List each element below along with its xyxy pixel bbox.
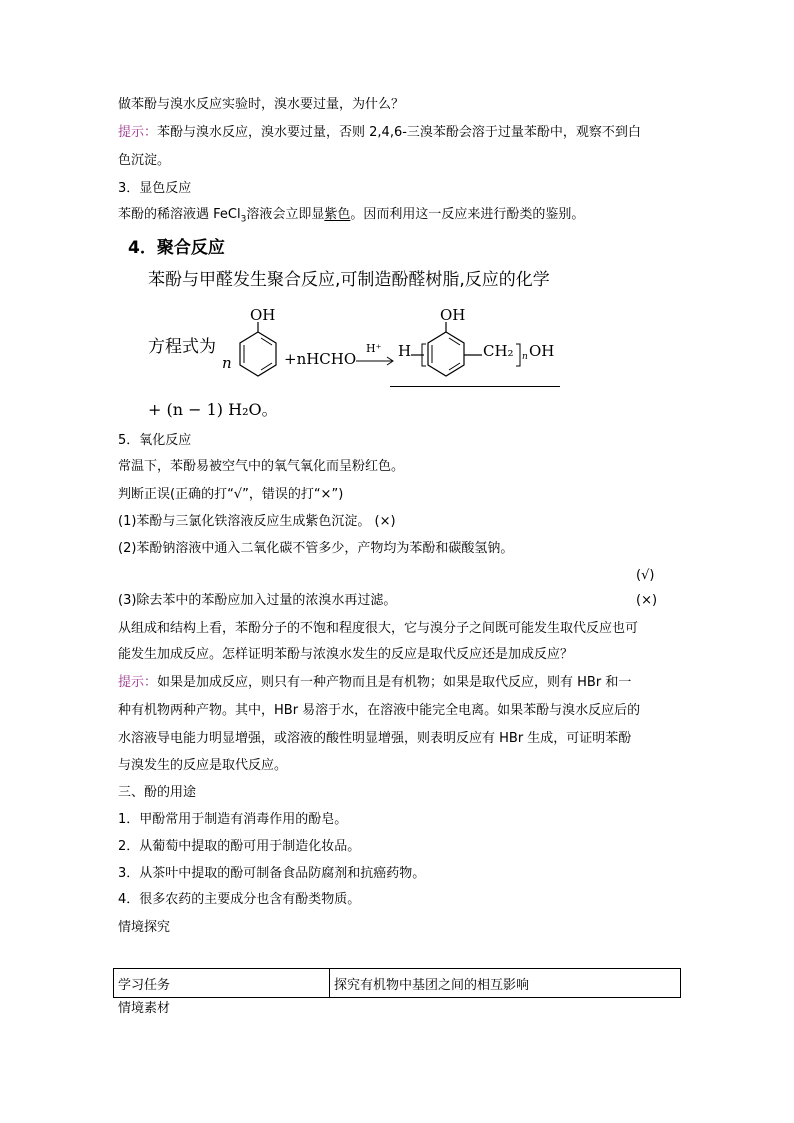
section-3-title: 3．显色反应 xyxy=(118,181,192,196)
task-label-cell: 学习任务 xyxy=(114,969,330,998)
answer-underline xyxy=(390,386,560,387)
phenol-oh: OH xyxy=(250,306,276,324)
material-label: 情境素材 xyxy=(118,1001,171,1016)
uses-item-1: 1．甲酚常用于制造有消毒作用的酚皂。 xyxy=(118,812,348,827)
uses-item-2: 2．从葡萄中提取的酚可用于制造化妆品。 xyxy=(118,839,361,854)
question-intro: 做苯酚与溴水反应实验时，溴水要过量，为什么？ xyxy=(118,97,405,112)
question-2-line-1: 从组成和结构上看，苯酚分子的不饱和程度很大，它与溴分子之间既可能发生取代反应也可 xyxy=(118,621,639,636)
section-5-text: 常温下，苯酚易被空气中的氧气氧化而呈粉红色。 xyxy=(118,459,405,474)
question-2-line-2: 能发生加成反应。怎样证明苯酚与浓溴水发生的反应是取代反应还是加成反应？ xyxy=(118,647,574,662)
sec3-underlined: 紫色 xyxy=(324,207,351,222)
hint-text: 苯酚与溴水反应，溴水要过量，否则 2,4,6-三溴苯酚会溶于过量苯酚中，观察不到白 xyxy=(157,125,641,140)
section-5-title: 5．氧化反应 xyxy=(118,433,192,448)
hint-2-line-3: 水溶液导电能力明显增强，或溶液的酸性明显增强，则表明反应有 HBr 生成，可证明苯酚 xyxy=(118,731,632,746)
catalyst-label: H⁺ xyxy=(366,342,382,355)
sec3-text-b: 溶液会立即显 xyxy=(246,207,325,222)
hint-2-line-4: 与溴发生的反应是取代反应。 xyxy=(118,758,288,773)
judge-intro: 判断正误(正确的打“√”，错误的打“×”) xyxy=(118,487,344,502)
section-4-title: 4．聚合反应 xyxy=(128,238,225,258)
hint-2-line-1 xyxy=(118,673,631,693)
task-value-cell: 探究有机物中基团之间的相互影响 xyxy=(330,969,681,998)
section-4-desc: 苯酚与甲醛发生聚合反应,可制造酚醛树脂,反应的化学 xyxy=(148,270,550,290)
reaction-arrow-icon xyxy=(356,356,396,366)
explore-label: 情境探究 xyxy=(118,920,171,935)
hint-2-label: 提示： xyxy=(118,675,158,690)
product-oh-top: OH xyxy=(440,306,466,324)
sec3-text-a: 苯酚的稀溶液遇 FeCl xyxy=(118,207,241,222)
judge-item-3-mark: (×) xyxy=(636,593,658,608)
product-h: H xyxy=(398,342,412,360)
judge-item-2: (2)苯酚钠溶液中通入二氧化碳不管多少，产物均为苯酚和碳酸氢钠。 xyxy=(118,541,514,556)
product-oh: OH xyxy=(529,342,555,360)
product-n: n xyxy=(522,352,528,362)
hint-1-line-1 xyxy=(118,123,641,143)
section-3-text xyxy=(118,205,584,230)
hint-1-line-2: 色沉淀。 xyxy=(118,153,171,168)
ch2-group: CH₂ xyxy=(483,342,514,360)
sec3-text-c: 。因而利用这一反应来进行酚类的鉴别。 xyxy=(350,207,585,222)
task-table xyxy=(113,968,681,998)
uses-title: 三、酚的用途 xyxy=(118,785,197,800)
uses-item-4: 4．很多农药的主要成分也含有酚类物质。 xyxy=(118,892,361,907)
equation-prefix: 方程式为 xyxy=(148,337,216,357)
judge-item-2-mark: (√) xyxy=(636,568,655,583)
plus-hcho: +nHCHO xyxy=(284,350,357,368)
hint-label: 提示： xyxy=(118,125,158,140)
sec3-sub: 3 xyxy=(240,214,247,225)
judge-item-1: (1)苯酚与三氯化铁溶液反应生成紫色沉淀。 (×) xyxy=(118,514,396,529)
table-row xyxy=(114,969,681,998)
phenol-ring-icon xyxy=(232,322,278,380)
hint-2-text: 如果是加成反应，则只有一种产物而且是有机物；如果是取代反应，则有 HBr 和一 xyxy=(157,675,632,690)
judge-item-3: (3)除去苯中的苯酚应加入过量的浓溴水再过滤。 xyxy=(118,593,397,608)
hint-2-line-2: 种有机物两种产物。其中，HBr 易溶于水，在溶液中能完全电离。如果苯酚与溴水反应后的 xyxy=(118,703,641,718)
equation-n: n xyxy=(222,354,232,372)
uses-item-3: 3．从茶叶中提取的酚可制备食品防腐剂和抗癌药物。 xyxy=(118,866,426,881)
byproduct-water: + (n − 1) H₂O。 xyxy=(148,400,278,419)
